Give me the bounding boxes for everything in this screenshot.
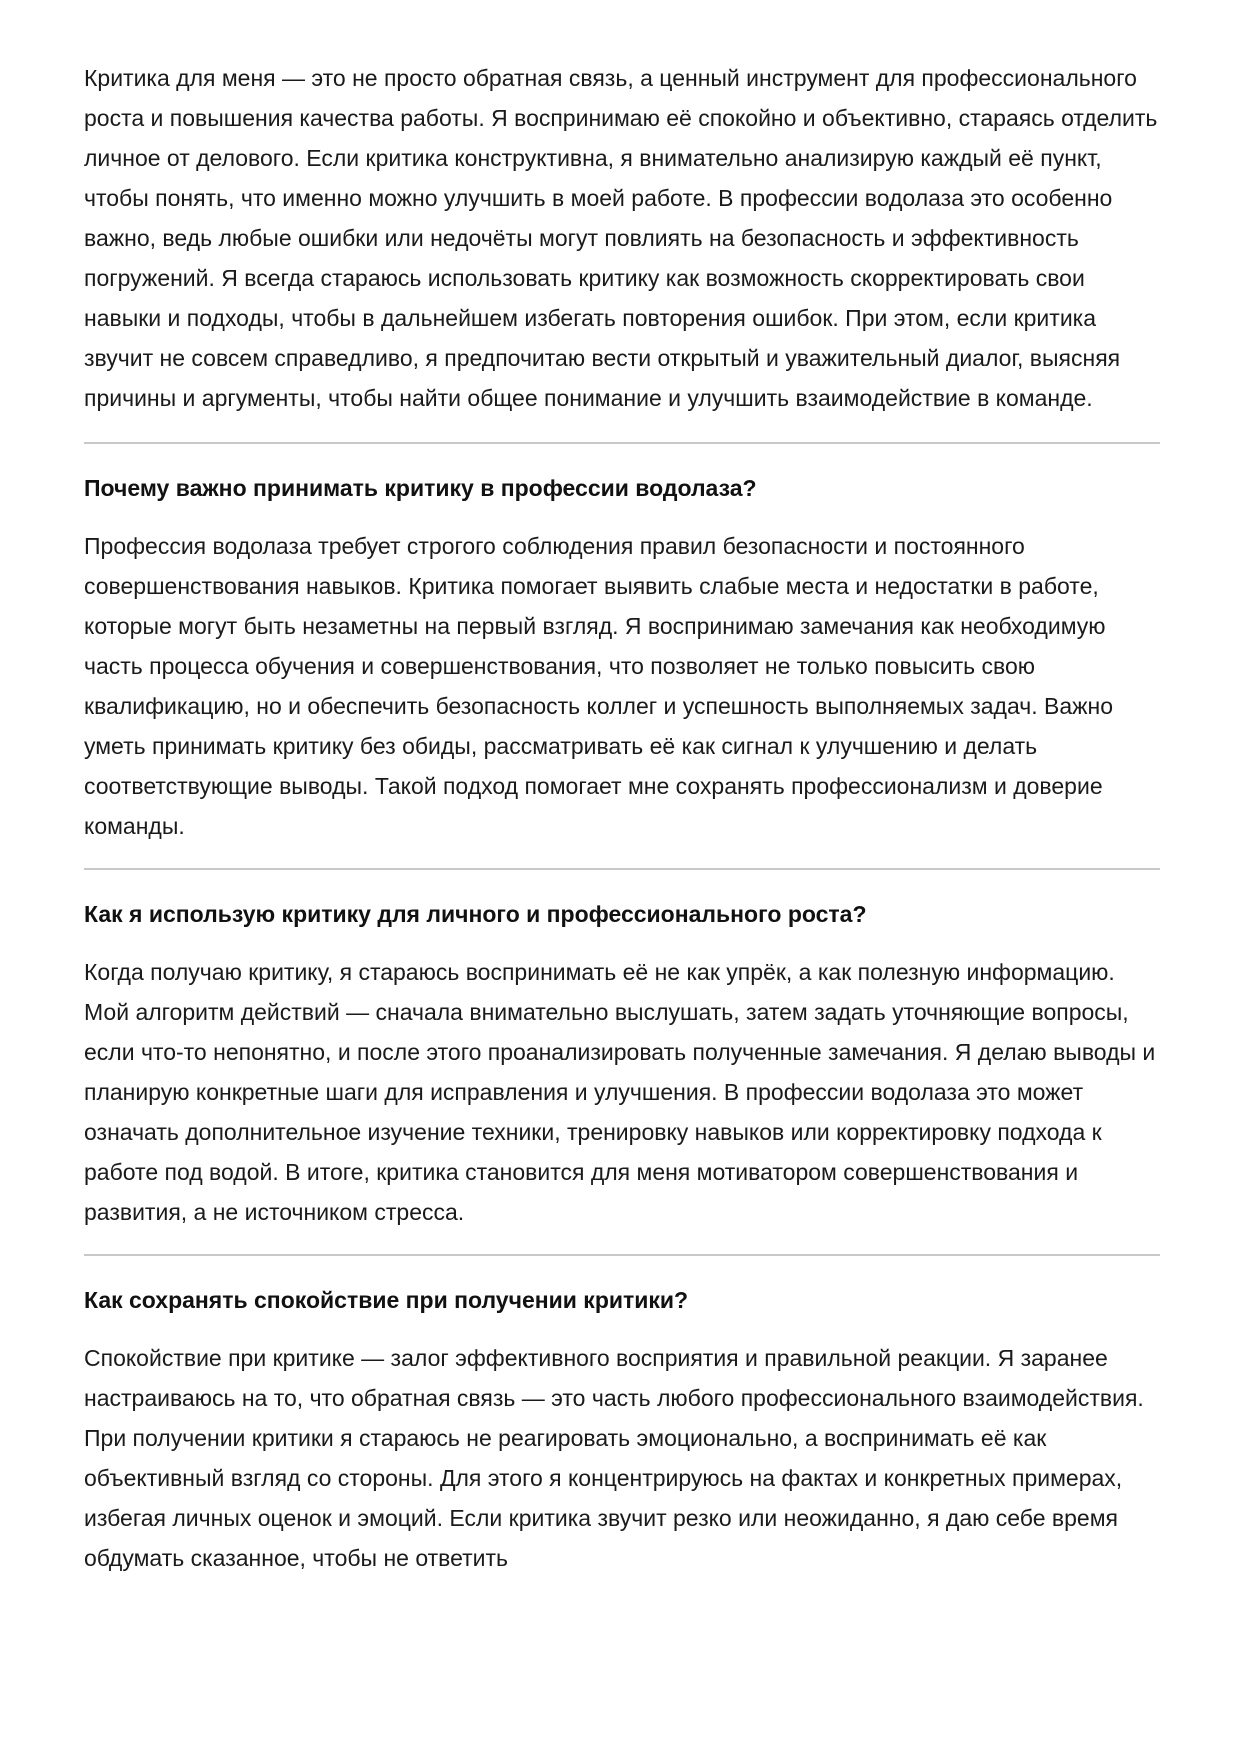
section-heading-2: Как я использую критику для личного и профессионального роста?	[84, 901, 867, 927]
section-body-3: Спокойствие при критике — залог эффективного восприятия и правильной реакции. Я заранее настраиваюсь на то, что обратная связь — это часть любого профессионального взаимодействия. При получении критики я стараюсь не реагировать эмоционально, а воспринимать её как объективный взгляд со стороны. Для этого я концентрируюсь на фактах и конкретных примерах, избегая личных оценок и эмоций. Если критика звучит резко или неожиданно, я даю себе время обдумать сказанное, чтобы не ответить	[84, 1345, 1144, 1571]
section-body-2: Когда получаю критику, я стараюсь воспринимать её не как упрёк, а как полезную информацию. Мой алгоритм действий — сначала внимательно выслушать, затем задать уточняющие вопросы, если что-то непонятно, и после этого проанализировать полученные замечания. Я делаю выводы и планирую конкретные шаги для исправления и улучшения. В профессии водолаза это может означать дополнительное изучение техники, тренировку навыков или корректировку подхода к работе под водой. В итоге, критика становится для меня мотиватором совершенствования и развития, а не источником стресса.	[84, 959, 1156, 1225]
section-heading-3: Как сохранять спокойствие при получении критики?	[84, 1287, 689, 1313]
intro-paragraph: Критика для меня — это не просто обратная связь, а ценный инструмент для профессионального роста и повышения качества работы. Я воспринимаю её спокойно и объективно, стараясь отделить личное от делового. Если критика конструктивна, я внимательно анализирую каждый её пункт, чтобы понять, что именно можно улучшить в моей работе. В профессии водолаза это особенно важно, ведь любые ошибки или недочёты могут повлиять на безопасность и эффективность погружений. Я всегда стараюсь использовать критику как возможность скорректировать свои навыки и подходы, чтобы в дальнейшем избегать повторения ошибок. При этом, если критика звучит не совсем справедливо, я предпочитаю вести открытый и уважительный диалог, выясняя причины и аргументы, чтобы найти общее понимание и улучшить взаимодействие в команде.	[84, 65, 1158, 411]
section-divider	[84, 868, 1160, 870]
section-heading-1: Почему важно принимать критику в профессии водолаза?	[84, 475, 757, 501]
section-body-1: Профессия водолаза требует строгого соблюдения правил безопасности и постоянного совершенствования навыков. Критика помогает выявить слабые места и недостатки в работе, которые могут быть незаметны на первый взгляд. Я воспринимаю замечания как необходимую часть процесса обучения и совершенствования, что позволяет не только повысить свою квалификацию, но и обеспечить безопасность коллег и успешность выполняемых задач. Важно уметь принимать критику без обиды, рассматривать её как сигнал к улучшению и делать соответствующие выводы. Такой подход помогает мне сохранять профессионализм и доверие команды.	[84, 533, 1114, 839]
section-divider	[84, 1254, 1160, 1256]
section-divider	[84, 442, 1160, 444]
document-page	[84, 58, 1160, 1578]
